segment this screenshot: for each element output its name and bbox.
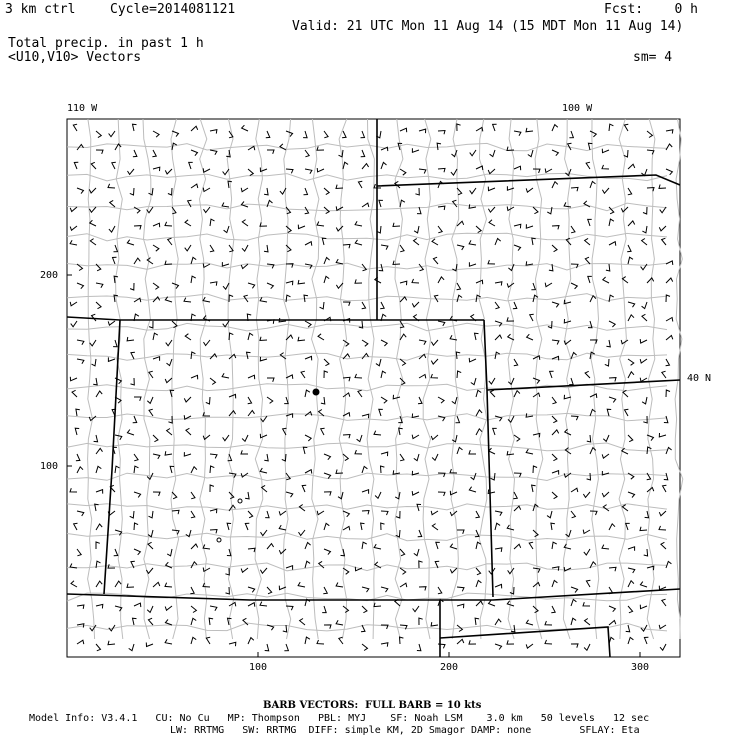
x-tick-label: 100 bbox=[249, 662, 268, 673]
y-tick-label: 200 bbox=[40, 270, 59, 281]
x-tick-label: 200 bbox=[440, 662, 459, 673]
lon-label: 110 W bbox=[67, 103, 98, 114]
model-info-line-2: LW: RRTMG SW: RRTMG DIFF: simple KM, 2D Smagor DAMP: none SFLAY: Eta bbox=[170, 725, 640, 736]
run-name: 3 km ctrl bbox=[5, 2, 76, 17]
smoothing-label: sm= 4 bbox=[633, 50, 673, 65]
field-title-1: Total precip. in past 1 h bbox=[8, 36, 204, 51]
valid-time: Valid: 21 UTC Mon 11 Aug 14 (15 MDT Mon 11 Aug 14) bbox=[292, 19, 684, 34]
field-title-2: <U10,V10> Vectors bbox=[8, 50, 142, 65]
y-tick-label: 100 bbox=[40, 461, 59, 472]
model-info-line-1: Model Info: V3.4.1 CU: No Cu MP: Thompson PBL: MYJ SF: Noah LSM 3.0 km 50 levels 12 sec bbox=[29, 713, 650, 724]
x-tick-label: 300 bbox=[631, 662, 650, 673]
cycle-label: Cycle=2014081121 bbox=[110, 2, 236, 17]
city-marker-large bbox=[313, 389, 320, 396]
forecast-hour: Fcst: 0 h bbox=[604, 2, 698, 17]
lat-label: 40 N bbox=[687, 373, 712, 384]
barb-legend: BARB VECTORS: FULL BARB = 10 kts bbox=[263, 700, 482, 711]
city-marker-small bbox=[238, 499, 242, 503]
city-marker-small bbox=[217, 538, 221, 542]
lon-label: 100 W bbox=[562, 103, 593, 114]
